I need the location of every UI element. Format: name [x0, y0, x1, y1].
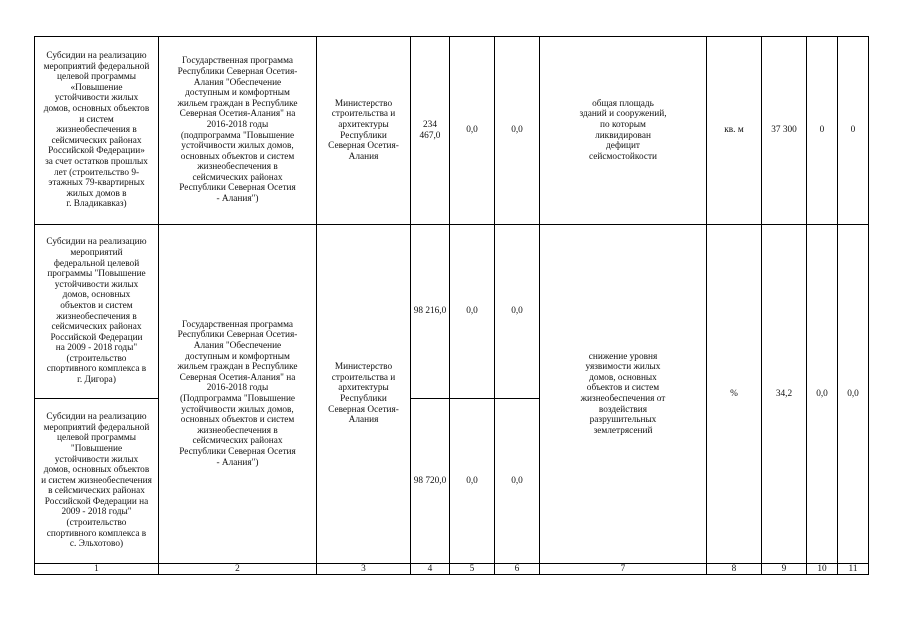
amount-cell: 98 720,0: [411, 399, 450, 564]
value-cell: 34,2: [762, 225, 807, 564]
program-cell: Государственная программа Республики Северная Осетия- Алания "Обеспечение доступным и комфортным жильем граждан в Республике Северная Осетия-Алания" на 2016-2018 годы (подпрограмма "Повышение устойчивости жилых домов, основных объектов и систем жизнеобеспечения в сейсмических районах Республики Северная Осетия - Алания"): [159, 37, 317, 225]
subsidy-cell: Субсидии на реализацию мероприятий федеральной целевой программы "Повышение устойчивости жилых домов, основных объектов и систем жизнеобеспечения в сейсмических районах Российской Федерации на 2009 - 2018 годы" (строительство спортивного комплекса в с. Эльхотово): [35, 399, 159, 564]
amount-cell: 234 467,0: [411, 37, 450, 225]
subsidy-cell: Субсидии на реализацию мероприятий федеральной целевой программы «Повышение устойчивости жилых домов, основных объектов и систем жизнеобеспечения в сейсмических районах Российской Федерации» за счет остатков прошлых лет (строительство 9- этажных 79-квартирных жилых домов в г. Владикавказ): [35, 37, 159, 225]
indicator-cell: общая площадь зданий и сооружений, по которым ликвидирован дефицит сейсмостойкости: [540, 37, 707, 225]
unit-cell: кв. м: [707, 37, 762, 225]
column-number: 9: [762, 564, 807, 575]
column-number-row: [35, 564, 869, 575]
table-row: [35, 225, 869, 399]
amount-cell: 98 216,0: [411, 225, 450, 399]
column-number: 11: [838, 564, 869, 575]
value-cell: 37 300: [762, 37, 807, 225]
amount-cell: 0,0: [495, 225, 540, 399]
ministry-cell: Министерство строительства и архитектуры Республики Северная Осетия- Алания: [317, 225, 411, 564]
table-row: [35, 37, 869, 225]
column-number: 5: [450, 564, 495, 575]
amount-cell: 0,0: [450, 225, 495, 399]
ministry-cell: Министерство строительства и архитектуры Республики Северная Осетия- Алания: [317, 37, 411, 225]
indicator-cell: снижение уровня уязвимости жилых домов, основных объектов и систем жизнеобеспечения от воздействия разрушительных землетрясений: [540, 225, 707, 564]
budget-table: [34, 36, 869, 575]
amount-cell: 0,0: [450, 399, 495, 564]
amount-cell: 0,0: [450, 37, 495, 225]
unit-cell: %: [707, 225, 762, 564]
value-cell: 0: [838, 37, 869, 225]
amount-cell: 0,0: [495, 37, 540, 225]
column-number: 6: [495, 564, 540, 575]
column-number: 2: [159, 564, 317, 575]
amount-cell: 0,0: [495, 399, 540, 564]
value-cell: 0: [807, 37, 838, 225]
column-number: 7: [540, 564, 707, 575]
program-cell: Государственная программа Республики Северная Осетия- Алания "Обеспечение доступным и комфортным жильем граждан в Республике Северная Осетия-Алания" на 2016-2018 годы (Подпрограмма "Повышение устойчивости жилых домов, основных объектов и систем жизнеобеспечения в сейсмических районах Республики Северная Осетия - Алания"): [159, 225, 317, 564]
column-number: 10: [807, 564, 838, 575]
column-number: 8: [707, 564, 762, 575]
column-number: 4: [411, 564, 450, 575]
column-number: 3: [317, 564, 411, 575]
subsidy-cell: Субсидии на реализацию мероприятий федеральной целевой программы "Повышение устойчивости жилых домов, основных объектов и систем жизнеобеспечения в сейсмических районах Российской Федерации на 2009 - 2018 годы" (строительство спортивного комплекса в г. Дигора): [35, 225, 159, 399]
value-cell: 0,0: [838, 225, 869, 564]
value-cell: 0,0: [807, 225, 838, 564]
column-number: 1: [35, 564, 159, 575]
